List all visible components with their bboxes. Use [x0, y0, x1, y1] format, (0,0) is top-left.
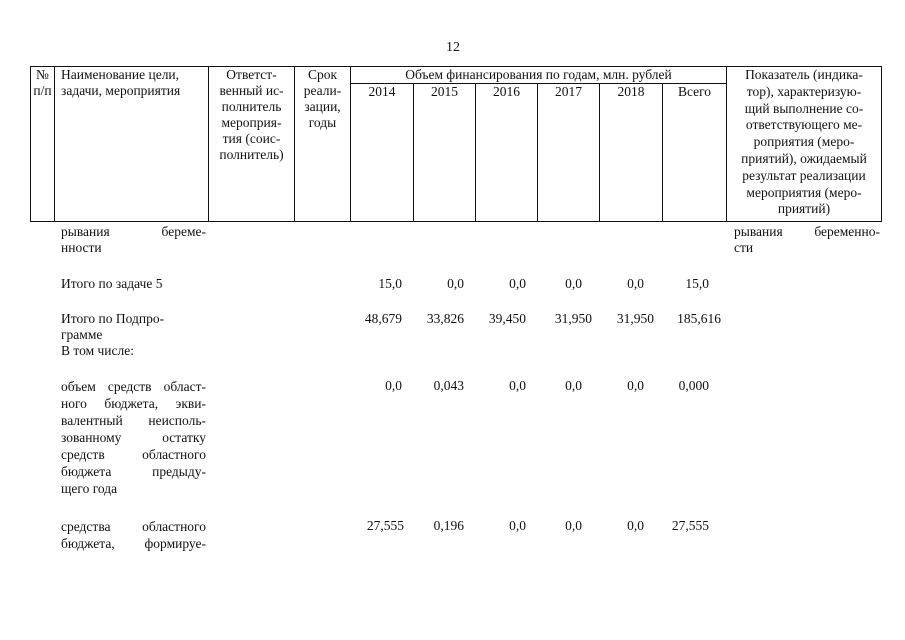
- year-2014-header: 2014: [368, 84, 396, 99]
- funding-title: Объем финансирования по годам, млн. рублей: [405, 67, 672, 82]
- col-indicator-header: Показатель (индика- тор), характеризую- щий выполнение со- ответствующего ме- роприятия (меро- приятий), ожидаемый результат реализации мероприятия (меро- приятий): [741, 67, 867, 217]
- col-name-header: Наименование цели, задачи, мероприятия: [61, 67, 181, 98]
- col-term-header: Срок реали- зации, годы: [303, 67, 342, 130]
- year-2015-header: 2015: [431, 84, 458, 99]
- total-header: Всего: [677, 84, 712, 99]
- col-number-header: № п/п: [33, 67, 52, 98]
- year-2018-header: 2018: [617, 84, 645, 99]
- col-responsible-header: Ответст- венный ис- полнитель мероприя- тия (соис- полнитель): [219, 67, 284, 162]
- continuation-left: рывания береме- нности: [61, 224, 206, 255]
- year-2016-header: 2016: [493, 84, 520, 99]
- header-table: [30, 66, 882, 222]
- continuation-right: рывания беременно- сти: [734, 224, 880, 255]
- page-number: 12: [446, 40, 460, 55]
- year-2017-header: 2017: [555, 84, 582, 99]
